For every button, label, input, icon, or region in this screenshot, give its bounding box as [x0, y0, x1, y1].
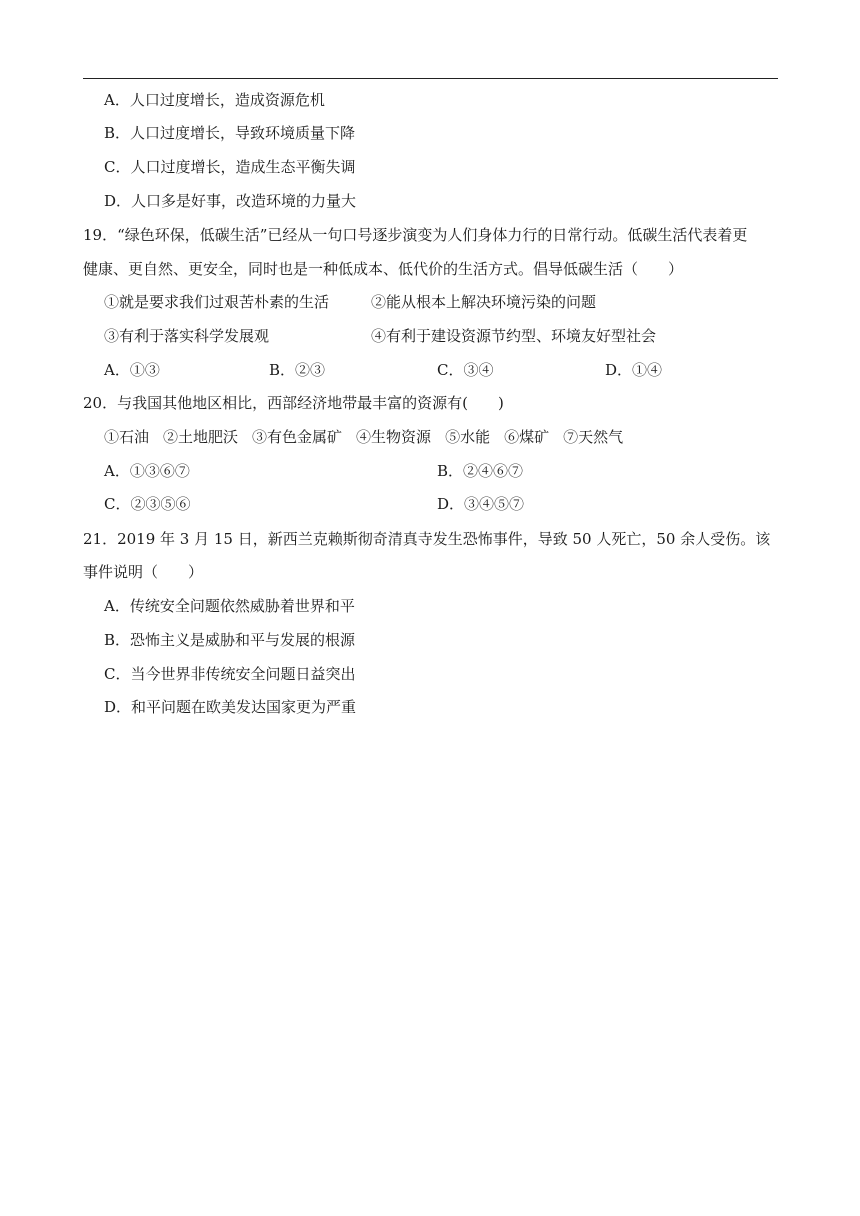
- q21-option-a: A．传统安全问题依然威胁着世界和平: [104, 597, 355, 615]
- q20-item-7: ⑦天然气: [563, 428, 624, 446]
- q19-statement-4: ④有利于建设资源节约型、环境友好型社会: [371, 327, 657, 345]
- q19-statement-2: ②能从根本上解决环境污染的问题: [371, 293, 597, 311]
- q18-option-b: B．人口过度增长，导致环境质量下降: [104, 124, 356, 142]
- q20-item-2: ②土地肥沃: [163, 428, 239, 446]
- q19-option-d: D．①④: [605, 361, 663, 379]
- q20-option-d: D．③④⑤⑦: [437, 495, 525, 513]
- q20-option-c: C．②③⑤⑥: [104, 495, 191, 513]
- q20-item-6: ⑥煤矿: [504, 428, 550, 446]
- q21-option-c: C．当今世界非传统安全问题日益突出: [104, 665, 356, 683]
- q20-item-1: ①石油: [104, 428, 150, 446]
- q19-option-c: C．③④: [437, 361, 494, 379]
- q20-item-4: ④生物资源: [356, 428, 432, 446]
- q20-item-5: ⑤水能: [445, 428, 491, 446]
- q19-statement-3: ③有利于落实科学发展观: [104, 327, 270, 345]
- q19-option-b: B．②③: [269, 361, 326, 379]
- q18-option-c: C．人口过度增长，造成生态平衡失调: [104, 158, 356, 176]
- q20-stem: 20．与我国其他地区相比，西部经济地带最丰富的资源有( ): [83, 394, 504, 412]
- q18-option-d: D．人口多是好事，改造环境的力量大: [104, 192, 357, 210]
- q20-option-b: B．②④⑥⑦: [437, 462, 524, 480]
- q19-statement-1: ①就是要求我们过艰苦朴素的生活: [104, 293, 330, 311]
- q21-option-b: B．恐怖主义是威胁和平与发展的根源: [104, 631, 356, 649]
- header-rule: [83, 78, 778, 79]
- q21-stem-line-2: 事件说明（ ）: [83, 563, 204, 581]
- q18-option-a: A．人口过度增长，造成资源危机: [104, 91, 325, 109]
- q20-item-3: ③有色金属矿: [252, 428, 343, 446]
- q21-stem-line-1: 21．2019 年 3 月 15 日，新西兰克赖斯彻奇清真寺发生恐怖事件，导致 50 人死亡，50 余人受伤。该: [83, 530, 771, 548]
- q19-option-a: A．①③: [104, 361, 160, 379]
- q19-stem-line-2: 健康、更自然、更安全，同时也是一种低成本、低代价的生活方式。倡导低碳生活（ ）: [83, 260, 684, 278]
- q21-option-d: D．和平问题在欧美发达国家更为严重: [104, 698, 357, 716]
- q19-stem-line-1: 19．“绿色环保，低碳生活”已经从一句口号逐步演变为人们身体力行的日常行动。低碳生活代表着更: [83, 226, 748, 244]
- q20-resource-list: [104, 427, 637, 447]
- q20-option-a: A．①③⑥⑦: [104, 462, 190, 480]
